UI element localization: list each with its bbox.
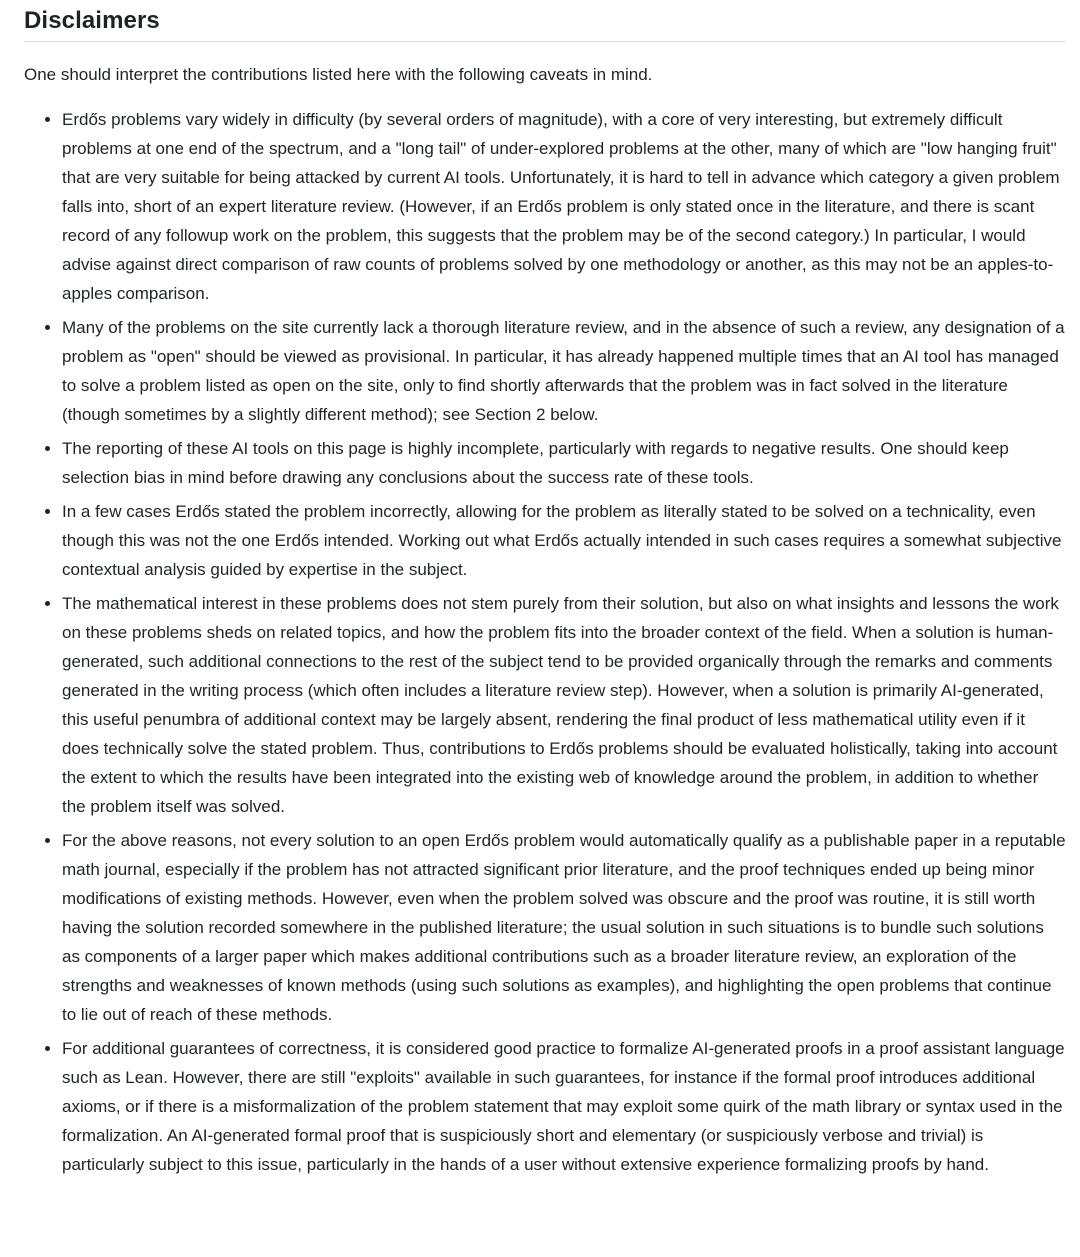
page-title: Disclaimers xyxy=(24,7,160,34)
list-item-literature-review: • Many of the problems on the site currently lack a thorough literature review, and in the absence of such a review, any designation of a problem as "open" should be viewed as provisional. In particular, it has already happened multiple times that an AI tool has managed to solve a problem listed as open on the site, only to find shortly afterwards that the problem was in fact solved in the literature (though sometimes by a slightly different method); see Section 2 below. xyxy=(62,313,1066,429)
list-item-publishability: • For the above reasons, not every solution to an open Erdős problem would automatically qualify as a publishable paper in a reputable math journal, especially if the problem has not attracted significant prior literature, and the proof techniques ended up being minor modifications of existing methods. However, even when the problem solved was obscure and the proof was routine, it is still worth having the solution recorded somewhere in the published literature; the usual solution in such situations is to bundle such solutions as components of a larger paper which makes additional contributions such as a broader literature review, an exploration of the strengths and weaknesses of known methods (using such solutions as examples), and highlighting the open problems that continue to lie out of reach of these methods. xyxy=(62,826,1066,1029)
intro-paragraph: One should interpret the contributions listed here with the following caveats in mind. xyxy=(24,65,653,84)
list-item-incomplete-reporting: • The reporting of these AI tools on this page is highly incomplete, particularly with regards to negative results. One should keep selection bias in mind before drawing any conclusions about the success rate of these tools. xyxy=(62,434,1066,492)
list-item-mathematical-interest: • The mathematical interest in these problems does not stem purely from their solution, but also on what insights and lessons the work on these problems sheds on related topics, and how the problem fits into the broader context of the field. When a solution is human-generated, such additional connections to the rest of the subject tend to be provided organically through the remarks and comments generated in the writing process (which often includes a literature review step). However, when a solution is primarily AI-generated, this useful penumbra of additional context may be largely absent, rendering the final product of less mathematical utility even if it does technically solve the stated problem. Thus, contributions to Erdős problems should be evaluated holistically, taking into account the extent to which the results have been integrated into the existing web of knowledge around the problem, in addition to whether the problem itself was solved. xyxy=(62,589,1066,821)
list-item-difficulty-spread: • Erdős problems vary widely in difficulty (by several orders of magnitude), with a core of very interesting, but extremely difficult problems at one end of the spectrum, and a "long tail" of under-explored problems at the other, many of which are "low hanging fruit" that are very suitable for being attacked by current AI tools. Unfortunately, it is hard to tell in advance which category a given problem falls into, short of an expert literature review. (However, if an Erdős problem is only stated once in the literature, and there is scant record of any followup work on the problem, this suggests that the problem may be of the second category.) In particular, I would advise against direct comparison of raw counts of problems solved by one methodology or another, as this may not be an apples-to-apples comparison. xyxy=(62,105,1066,308)
disclaimer-list xyxy=(24,105,1066,1179)
title-divider xyxy=(24,41,1066,42)
list-item-incorrect-statements: • In a few cases Erdős stated the problem incorrectly, allowing for the problem as literally stated to be solved on a technicality, even though this was not the one Erdős intended. Working out what Erdős actually intended in such cases requires a somewhat subjective contextual analysis guided by expertise in the subject. xyxy=(62,497,1066,584)
list-item-formalization: • For additional guarantees of correctness, it is considered good practice to formalize AI-generated proofs in a proof assistant language such as Lean. However, there are still "exploits" available in such guarantees, for instance if the formal proof introduces additional axioms, or if there is a misformalization of the problem statement that may exploit some quirk of the math library or syntax used in the formalization. An AI-generated formal proof that is suspiciously short and elementary (or suspiciously verbose and trivial) is particularly subject to this issue, particularly in the hands of a user without extensive experience formalizing proofs by hand. xyxy=(62,1034,1066,1179)
